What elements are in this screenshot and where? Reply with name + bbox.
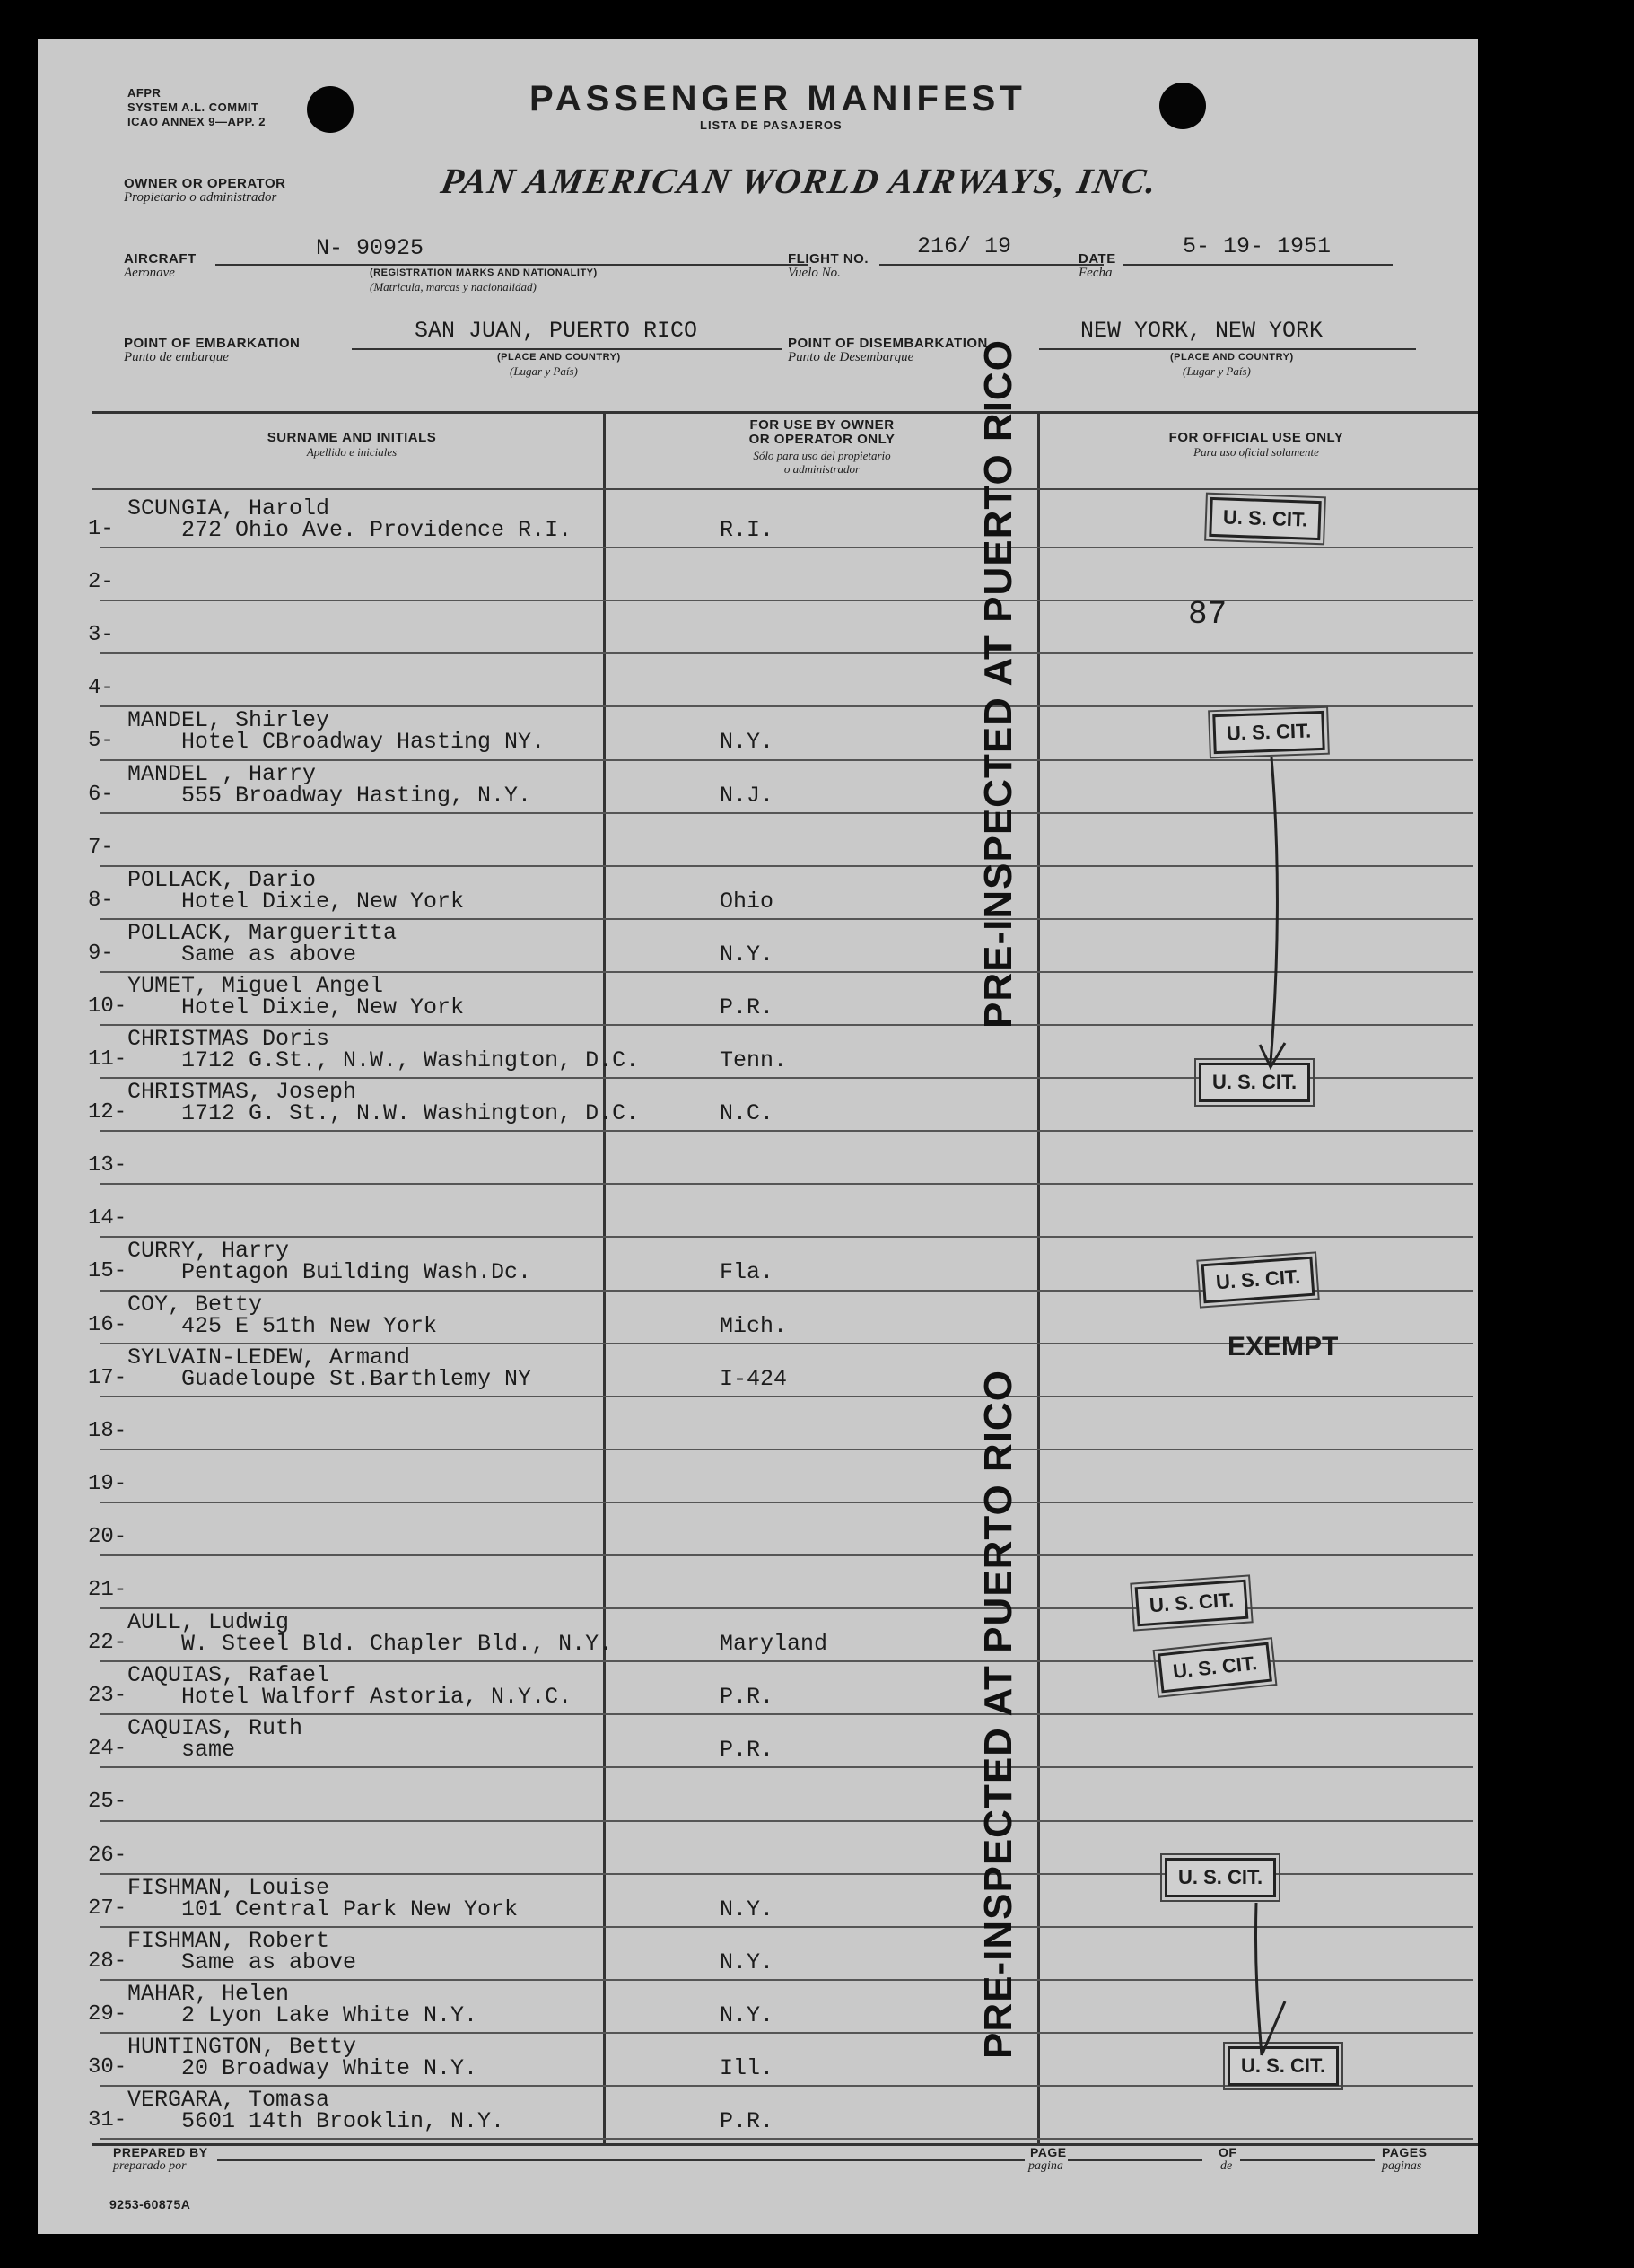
owner-use-entry: N.Y. — [720, 941, 774, 968]
page-label-es: pagina — [1028, 2159, 1063, 2173]
aircraft-underline — [215, 264, 808, 266]
passenger-name: FISHMAN, Robert — [127, 1927, 330, 1954]
passenger-name: MANDEL, Shirley — [127, 707, 330, 734]
form-number: 9253-60875A — [109, 2197, 191, 2211]
row-number: 14- — [88, 1206, 127, 1231]
flight-label: FLIGHT NO. — [788, 251, 869, 267]
company-name: PAN AMERICAN WORLD AIRWAYS, INC. — [438, 161, 1162, 201]
us-citizen-stamp: U. S. CIT. — [1135, 1580, 1249, 1627]
passenger-address: same — [181, 1737, 236, 1764]
row-number: 29- — [88, 2001, 127, 2027]
flight-number: 216/ 19 — [917, 233, 1012, 259]
row-rule — [100, 1130, 1473, 1132]
surname-column-header: SURNAME AND INITIALS — [267, 430, 437, 445]
passenger-address: Hotel Dixie, New York — [181, 994, 465, 1020]
arrow-icon — [1222, 1903, 1303, 2082]
us-citizen-stamp: U. S. CIT. — [1158, 1642, 1272, 1694]
row-number: 11- — [88, 1047, 127, 1072]
column-divider-2 — [1037, 411, 1040, 2143]
passenger-address: 272 Ohio Ave. Providence R.I. — [181, 517, 572, 543]
of-line — [1240, 2159, 1375, 2161]
preinspected-stamp-lower: PRE-INSPECTED AT PUERTO RICO — [976, 1370, 1020, 2059]
row-rule — [100, 547, 1473, 548]
owner-use-entry: N.Y. — [720, 1948, 774, 1975]
flight-date: 5- 19- 1951 — [1183, 233, 1332, 259]
table-top-rule — [92, 411, 1478, 414]
passenger-address: 555 Broadway Hasting, N.Y. — [181, 782, 532, 809]
form-reference-line-2: SYSTEM A.L. COMMIT — [127, 101, 259, 114]
row-number: 31- — [88, 2108, 127, 2132]
registration-note-es: (Matricula, marcas y nacionalidad) — [370, 280, 537, 293]
row-number: 22- — [88, 1631, 127, 1656]
embark-underline — [352, 348, 782, 350]
owner-use-entry: P.R. — [720, 1684, 774, 1711]
row-number: 21- — [88, 1578, 127, 1602]
embark-label-es: Punto de embarque — [124, 350, 229, 364]
row-number: 16- — [88, 1312, 127, 1337]
table-bottom-rule — [92, 2143, 1478, 2146]
row-rule — [100, 1713, 1473, 1715]
flight-label-es: Vuelo No. — [788, 266, 841, 280]
row-number: 12- — [88, 1100, 127, 1125]
row-number: 27- — [88, 1896, 127, 1921]
passenger-address: 5601 14th Brooklin, N.Y. — [181, 2108, 505, 2134]
form-reference-line-1: AFPR — [127, 86, 162, 100]
embark-place-note: (PLACE AND COUNTRY) — [497, 352, 621, 363]
disembark-label-es: Punto de Desembarque — [788, 350, 914, 364]
passenger-name: CURRY, Harry — [127, 1238, 290, 1265]
registration-note: (REGISTRATION MARKS AND NATIONALITY) — [370, 267, 598, 278]
passenger-name: SYLVAIN-LEDEW, Armand — [127, 1344, 411, 1370]
row-number: 28- — [88, 1948, 127, 1974]
aircraft-label: AIRCRAFT — [124, 251, 197, 267]
owner-use-entry: N.Y. — [720, 1896, 774, 1922]
row-number: 5- — [88, 729, 114, 754]
us-citizen-stamp: U. S. CIT. — [1212, 711, 1325, 754]
owner-use-entry: N.Y. — [720, 2001, 774, 2028]
row-rule — [100, 1607, 1473, 1609]
aircraft-registration: N- 90925 — [316, 235, 424, 261]
owner-column-header-es-1: Sólo para uso del propietario — [753, 449, 891, 462]
row-number: 19- — [88, 1471, 127, 1496]
owner-use-entry: Maryland — [720, 1631, 828, 1658]
owner-use-entry: R.I. — [720, 517, 774, 543]
passenger-address: 425 E 51th New York — [181, 1312, 438, 1339]
row-number: 8- — [88, 888, 114, 913]
passenger-address: Same as above — [181, 1948, 357, 1975]
passenger-name: HUNTINGTON, Betty — [127, 2033, 357, 2060]
passenger-name: YUMET, Miguel Angel — [127, 972, 384, 999]
row-rule — [100, 600, 1473, 601]
row-number: 15- — [88, 1259, 127, 1284]
owner-use-entry: I-424 — [720, 1365, 788, 1392]
row-number: 30- — [88, 2054, 127, 2080]
row-rule — [100, 1502, 1473, 1503]
embark-label: POINT OF EMBARKATION — [124, 336, 301, 351]
row-number: 9- — [88, 941, 114, 966]
passenger-address: Hotel Walforf Astoria, N.Y.C. — [181, 1684, 572, 1711]
row-rule — [100, 652, 1473, 654]
row-rule — [100, 1449, 1473, 1450]
passenger-address: 1712 G.St., N.W., Washington, D.C. — [181, 1047, 640, 1073]
owner-column-header-1: FOR USE BY OWNER — [749, 417, 895, 433]
passenger-name: VERGARA, Tomasa — [127, 2087, 330, 2113]
owner-column-header-es-2: o administrador — [783, 462, 861, 476]
owner-use-entry: P.R. — [720, 2108, 774, 2134]
row-number: 7- — [88, 835, 114, 860]
owner-use-entry: Ill. — [720, 2054, 774, 2081]
row-number: 25- — [88, 1790, 127, 1815]
row-number: 4- — [88, 676, 114, 701]
passenger-name: FISHMAN, Louise — [127, 1874, 330, 1901]
passenger-name: MANDEL , Harry — [127, 760, 317, 787]
owner-use-entry: Ohio — [720, 888, 774, 915]
passenger-address: Pentagon Building Wash.Dc. — [181, 1259, 532, 1286]
row-number: 2- — [88, 570, 114, 595]
row-number: 6- — [88, 782, 114, 807]
punch-hole-right — [1159, 83, 1206, 129]
row-number: 23- — [88, 1684, 127, 1709]
passenger-name: AULL, Ludwig — [127, 1609, 290, 1636]
passenger-address: 2 Lyon Lake White N.Y. — [181, 2001, 478, 2028]
pages-label: PAGES — [1382, 2145, 1428, 2159]
passenger-address: Hotel CBroadway Hasting NY. — [181, 729, 546, 756]
owner-use-entry: Tenn. — [720, 1047, 788, 1073]
passenger-address: W. Steel Bld. Chapler Bld., N.Y. — [181, 1631, 613, 1658]
flight-underline — [879, 264, 1104, 266]
row-rule — [100, 1183, 1473, 1185]
passenger-name: COY, Betty — [127, 1291, 263, 1318]
owner-use-entry: P.R. — [720, 1737, 774, 1764]
row-number: 10- — [88, 994, 127, 1019]
passenger-name: MAHAR, Helen — [127, 1980, 290, 2007]
form-reference-line-3: ICAO ANNEX 9—APP. 2 — [127, 115, 266, 128]
passenger-address: Hotel Dixie, New York — [181, 888, 465, 915]
us-citizen-stamp: U. S. CIT. — [1165, 1858, 1276, 1897]
passenger-name: CAQUIAS, Ruth — [127, 1715, 303, 1742]
us-citizen-stamp: U. S. CIT. — [1199, 1063, 1310, 1102]
page-label: PAGE — [1030, 2145, 1067, 2159]
owner-label: OWNER OR OPERATOR — [124, 176, 286, 191]
disembark-point: NEW YORK, NEW YORK — [1080, 318, 1324, 344]
passenger-name: CHRISTMAS, Joseph — [127, 1079, 357, 1106]
disembark-place-note: (PLACE AND COUNTRY) — [1170, 352, 1294, 363]
embark-place-note-es: (Lugar y País) — [510, 364, 578, 378]
date-label: DATE — [1079, 251, 1116, 267]
prepared-by-label: PREPARED BY — [113, 2145, 208, 2159]
page-title: PASSENGER MANIFEST — [529, 79, 1027, 118]
owner-use-entry: Fla. — [720, 1259, 774, 1286]
punch-hole-left — [307, 86, 354, 133]
preinspected-stamp-upper: PRE-INSPECTED AT PUERTO RICO — [976, 339, 1020, 1029]
passenger-address: 101 Central Park New York — [181, 1896, 519, 1922]
row-rule — [100, 1396, 1473, 1397]
passenger-name: SCUNGIA, Harold — [127, 495, 330, 521]
row-number: 3- — [88, 623, 114, 648]
passenger-address: Same as above — [181, 941, 357, 968]
official-number-87: 87 — [1188, 596, 1228, 633]
prepared-by-line — [217, 2159, 1025, 2161]
row-rule — [100, 2138, 1473, 2140]
disembark-place-note-es: (Lugar y País) — [1183, 364, 1251, 378]
exempt-stamp: EXEMPT — [1228, 1332, 1339, 1362]
passenger-name: CHRISTMAS Doris — [127, 1026, 330, 1052]
owner-use-entry: N.C. — [720, 1100, 774, 1127]
header-rule — [92, 488, 1478, 490]
embark-point: SAN JUAN, PUERTO RICO — [415, 318, 698, 344]
row-number: 24- — [88, 1737, 127, 1762]
aircraft-label-es: Aeronave — [124, 266, 175, 280]
us-citizen-stamp: U. S. CIT. — [1209, 497, 1322, 540]
owner-use-entry: N.J. — [720, 782, 774, 809]
row-number: 20- — [88, 1524, 127, 1549]
row-rule — [100, 1766, 1473, 1768]
passenger-name: POLLACK, Margueritta — [127, 919, 398, 946]
official-column-header: FOR OFFICIAL USE ONLY — [1168, 430, 1344, 445]
disembark-label: POINT OF DISEMBARKATION — [788, 336, 988, 351]
us-citizen-stamp: U. S. CIT. — [1228, 2046, 1339, 2086]
page-line — [1068, 2159, 1202, 2161]
owner-use-entry: N.Y. — [720, 729, 774, 756]
row-number: 18- — [88, 1418, 127, 1443]
page-subtitle: LISTA DE PASAJEROS — [700, 118, 843, 132]
owner-use-entry: Mich. — [720, 1312, 788, 1339]
us-citizen-stamp: U. S. CIT. — [1201, 1257, 1315, 1304]
row-number: 17- — [88, 1365, 127, 1390]
passenger-address: Guadeloupe St.Barthlemy NY — [181, 1365, 532, 1392]
row-rule — [100, 1236, 1473, 1238]
pages-label-es: paginas — [1382, 2159, 1422, 2173]
manifest-sheet — [38, 39, 1478, 2234]
passenger-name: CAQUIAS, Rafael — [127, 1662, 330, 1689]
row-rule — [100, 1820, 1473, 1822]
passenger-name: POLLACK, Dario — [127, 866, 317, 893]
date-underline — [1123, 264, 1393, 266]
of-label-es: de — [1220, 2159, 1233, 2173]
row-number: 26- — [88, 1843, 127, 1868]
owner-column-header-2: OR OPERATOR ONLY — [748, 432, 896, 447]
of-label: OF — [1219, 2145, 1237, 2159]
passenger-address: 1712 G. St., N.W. Washington, D.C. — [181, 1100, 640, 1127]
disembark-underline — [1039, 348, 1416, 350]
arrow-icon — [1258, 757, 1294, 1116]
row-number: 1- — [88, 517, 114, 541]
official-column-header-es: Para uso oficial solamente — [1193, 445, 1319, 459]
row-number: 13- — [88, 1153, 127, 1178]
row-rule — [100, 1554, 1473, 1556]
date-label-es: Fecha — [1079, 266, 1113, 280]
owner-label-es: Propietario o administrador — [124, 190, 277, 205]
prepared-by-label-es: preparado por — [113, 2159, 187, 2173]
surname-column-header-es: Apellido e iniciales — [306, 445, 398, 459]
column-divider-1 — [603, 411, 606, 2143]
passenger-address: 20 Broadway White N.Y. — [181, 2054, 478, 2081]
owner-use-entry: P.R. — [720, 994, 774, 1020]
